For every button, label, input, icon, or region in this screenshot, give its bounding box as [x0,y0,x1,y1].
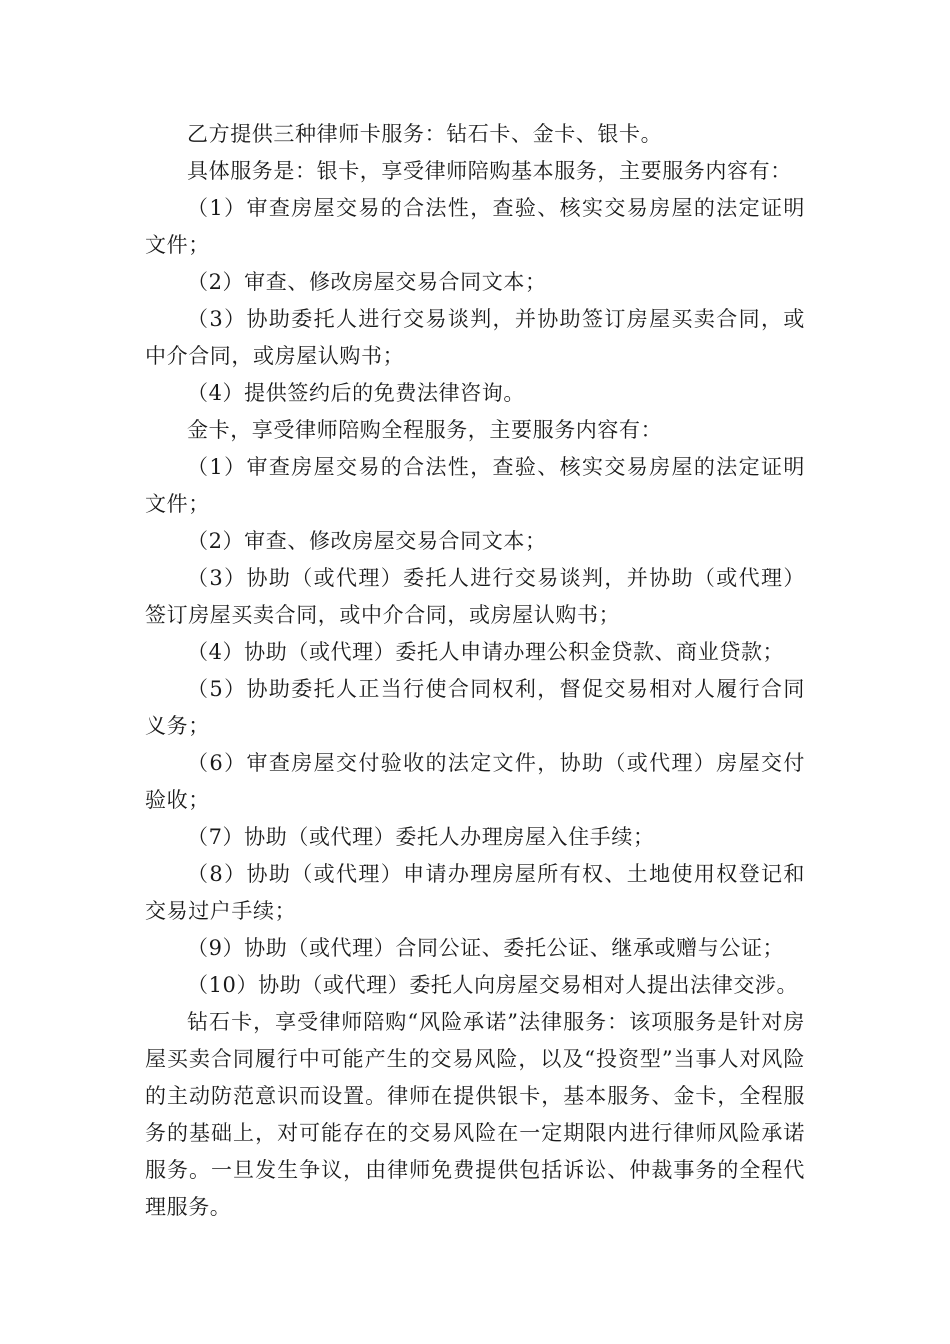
gold-item-2: （2）审查、修改房屋交易合同文本； [187,529,547,553]
intro-paragraph: 乙方提供三种律师卡服务：钻石卡、金卡、银卡。 [187,122,663,146]
gold-item-9: （9）协助（或代理）合同公证、委托公证、继承或赠与公证； [187,936,785,960]
gold-item-10: （10）协助（或代理）委托人向房屋交易相对人提出法律交涉。 [187,973,799,997]
gold-item-1: （1）审查房屋交易的合法性，查验、核实交易房屋的法定证明文件； [145,455,805,516]
gold-item-6: （6）审查房屋交付验收的法定文件，协助（或代理）房屋交付验收； [145,751,805,812]
gold-item-7: （7）协助（或代理）委托人办理房屋入住手续； [187,825,655,849]
silver-item-1: （1）审查房屋交易的合法性，查验、核实交易房屋的法定证明文件； [145,196,805,257]
silver-item-4: （4）提供签约后的免费法律咨询。 [187,381,525,405]
gold-item-4: （4）协助（或代理）委托人申请办理公积金贷款、商业贷款； [187,640,785,664]
document-body [145,116,805,1226]
silver-card-intro: 具体服务是：银卡，享受律师陪购基本服务，主要服务内容有： [187,159,792,183]
gold-card-intro: 金卡，享受律师陪购全程服务，主要服务内容有： [187,418,663,442]
silver-item-2: （2）审查、修改房屋交易合同文本； [187,270,547,294]
gold-item-3: （3）协助（或代理）委托人进行交易谈判，并协助（或代理）签订房屋买卖合同，或中介合同，或房屋认购书； [145,566,805,627]
gold-item-8: （8）协助（或代理）申请办理房屋所有权、土地使用权登记和交易过户手续； [145,862,805,923]
diamond-card-paragraph: 钻石卡，享受律师陪购“风险承诺”法律服务：该项服务是针对房屋买卖合同履行中可能产生的交易风险，以及“投资型”当事人对风险的主动防范意识而设置。律师在提供银卡，基本服务、金卡，全程服务的基础上，对可能存在的交易风险在一定期限内进行律师风险承诺服务。一旦发生争议，由律师免费提供包括诉讼、仲裁事务的全程代理服务。 [145,1010,805,1219]
gold-item-5: （5）协助委托人正当行使合同权利，督促交易相对人履行合同义务； [145,677,805,738]
silver-item-3: （3）协助委托人进行交易谈判，并协助签订房屋买卖合同，或中介合同，或房屋认购书； [145,307,805,368]
